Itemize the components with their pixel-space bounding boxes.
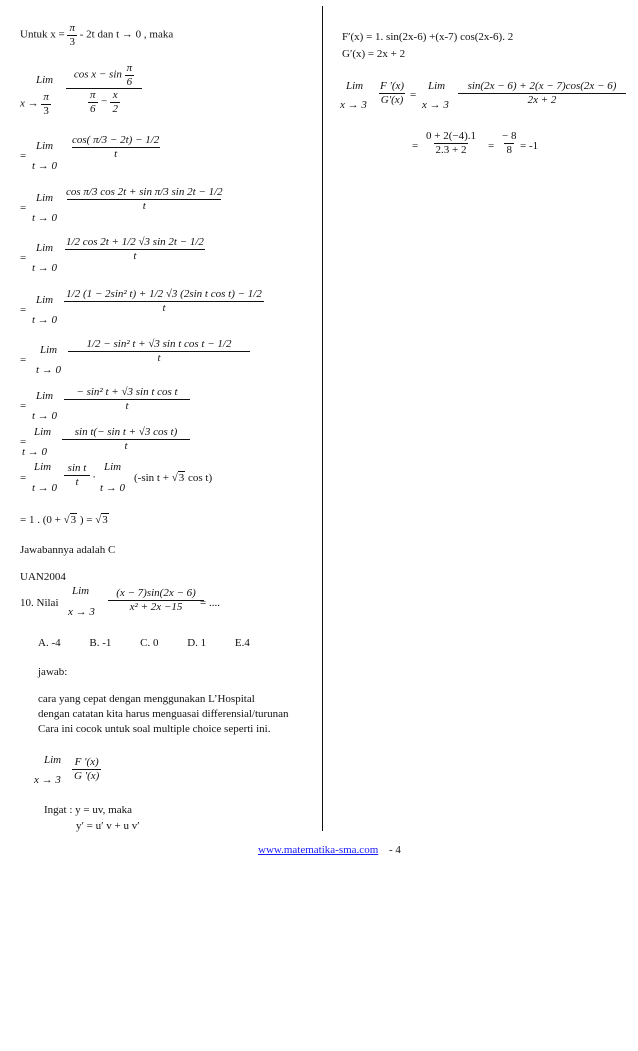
page-number: - 4 xyxy=(389,844,401,856)
option-b: B. -1 xyxy=(89,637,112,649)
footer xyxy=(258,844,401,856)
option-e: E.4 xyxy=(234,637,250,649)
f-derivative-line: F′(x) = 1. sin(2x-6) +(x-7) cos(2x-6). 2 xyxy=(342,31,514,43)
result-line: = 1 . (0 + √3 ) = √3 xyxy=(20,514,108,526)
option-c: C. 0 xyxy=(140,637,159,649)
ingat-line-1: Ingat : y = uv, maka xyxy=(44,804,132,816)
explanation-1: cara yang cepat dengan menggunakan L’Hospital xyxy=(38,693,255,705)
option-a: A. -4 xyxy=(38,637,61,649)
pi-over-3: $\frac{\pi}{3}$ xyxy=(69,22,75,48)
explanation-2: dengan catatan kita harus menguasai differensial/turunan xyxy=(38,708,289,720)
column-divider xyxy=(322,6,323,831)
jawab-label: jawab: xyxy=(38,666,68,678)
document-page: Untuk x = $\frac{\pi}{3}$ - 2t dan t → 0 , maka Lim x → $\frac{\pi}{3}$ cos x − sin $\frac{\pi}{6}$ $\frac{\pi}{6}$ − $\frac{x}{2}$ Lim = t → 0 $\frac{\cos( \pi/3 - 2t) - 1/2}{t}$ Lim = t → 0 $\frac{\text{cos π/3 cos 2t + sin π/3 sin 2t − 1/2}}{t}$ Lim = t → 0 $\frac{1/2 \cos 2t + 1/2 √3 \sin 2t - 1/2}{t}$ Lim = t → 0 $\frac{\text{1/2 (1 − 2sin² t) + 1/2 √3 (2sin t cos t) − 1/2}}{t}$ Lim = t → 0 $\frac{\text{1/2 − sin² t + √3 sin t cos t − 1/2}}{t}$ Lim = t → 0 $\frac{\text{− sin² t + √3 sin t cos t}}{t}$ Lim = t → 0 $\frac{\text{sin t(− sin t + √3 cos t)}}{t}$ Lim = t → 0 $\frac{\text{sin t}}{t}$ . Lim t → 0 (-sin t + √3 cos t) = 1 . (0 + √3 ) = √3 Jawabannya adalah C UAN2004 10. Nilai Lim x → 3 $\frac{(x - 7)\sin(2x - 6)}{\text{x² + 2x −15}}$ = .... A. -4 B. -1 C. 0 D. 1 E.4 jawab: cara yang cepat dengan menggunakan L’Hospital dengan catatan kita harus menguasai differensial/turunan Cara ini cocok untuk soal multiple choice seperti ini. Lim x → 3 $\frac{F '(x)}{G '(x)}$ Ingat : y = uv, maka y′ = u′ v + u v′ F′(x) = 1. sin(2x-6) +(x-7) cos(2x-6). 2 G′(x) = 2x + 2 Lim x → 3 $\frac{F '(x)}{G'(x)}$ = Lim x → 3 $\frac{\sin(2x - 6) + 2(x - 7)\cos(2x - 6)}{2x + 2}$ = $\frac{0 + 2(-4).1}{2.3 + 2}$ = $\frac{- 8}{8}$ = -1 www.matematika-sma.com - 4 xyxy=(0,0,638,1051)
explanation-3: Cara ini cocok untuk soal multiple choice seperti ini. xyxy=(38,723,271,735)
lim-label: Lim xyxy=(36,74,54,86)
option-d: D. 1 xyxy=(187,637,207,649)
intro-suffix: - 2t dan t → 0 , maka xyxy=(79,28,174,41)
site-link[interactable]: www.matematika-sma.com xyxy=(258,844,379,856)
intro-line xyxy=(20,22,173,48)
g-derivative-line: G′(x) = 2x + 2 xyxy=(342,48,406,60)
intro-prefix: Untuk x = xyxy=(20,28,65,41)
limit-subscript: x → $\frac{\pi}{3}$ xyxy=(20,91,49,117)
answer-options xyxy=(38,637,276,649)
step0-fraction: cos x − sin $\frac{\pi}{6}$ $\frac{\pi}{6}$ − $\frac{x}{2}$ xyxy=(66,62,142,116)
uan-label: UAN2004 xyxy=(20,571,66,583)
answer-line: Jawabannya adalah C xyxy=(20,544,116,556)
ingat-line-2: y′ = u′ v + u v′ xyxy=(76,820,140,832)
